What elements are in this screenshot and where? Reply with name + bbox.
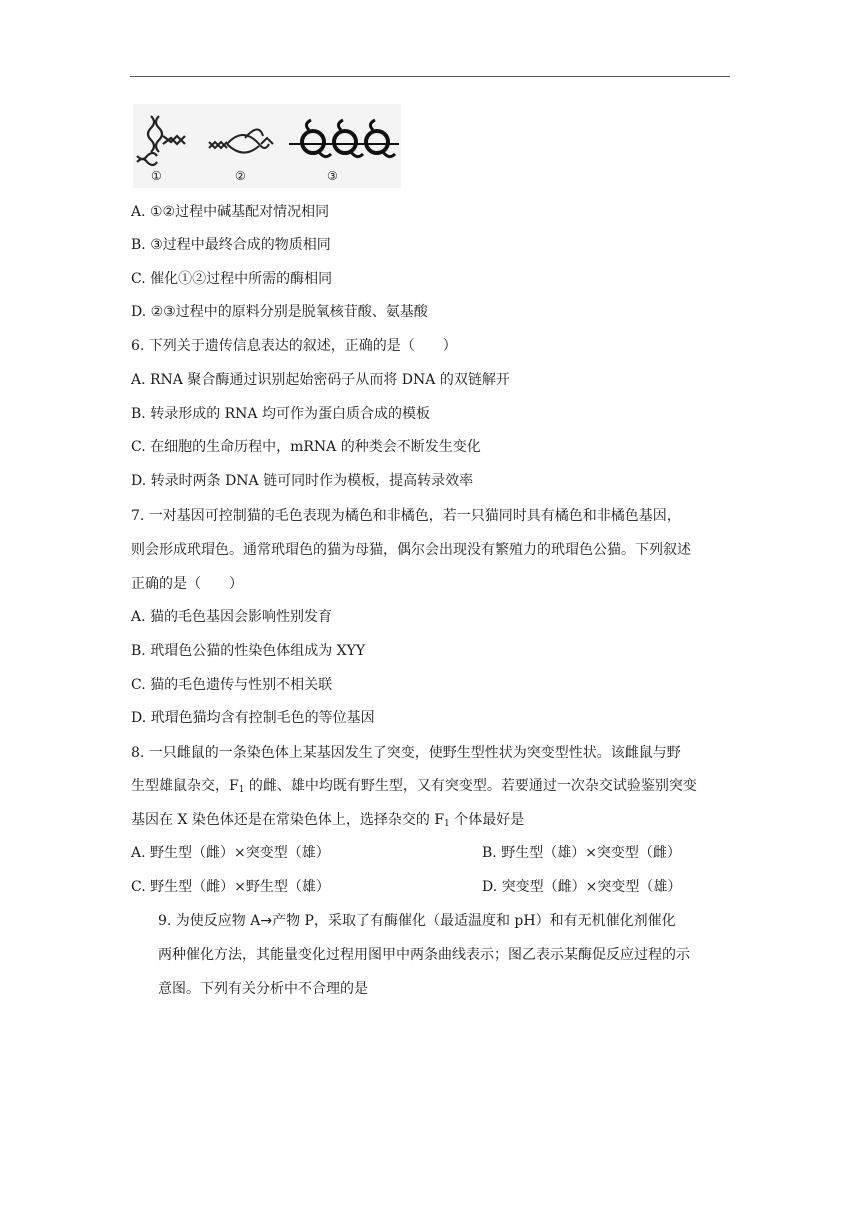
q9-stem-line-1: 9. 为使反应物 A→产物 P，采取了有酶催化（最适温度和 pH）和有无机催化剂催化 — [158, 913, 676, 929]
q8-stem-line-3: 基因在 X 染色体还是在常染色体上，选择杂交的 $F_1$ 个体最好是 — [131, 812, 525, 829]
figure-label-3: ③ — [327, 169, 338, 183]
q5-option-c: C. 催化①②过程中所需的酶相同 — [131, 271, 333, 287]
figure-label-1: ① — [151, 169, 162, 183]
q5-option-a: A. ①②过程中碱基配对情况相同 — [131, 204, 330, 220]
header-rule — [130, 76, 730, 77]
q5-option-b: B. ③过程中最终合成的物质相同 — [131, 237, 331, 253]
q6-option-b: B. 转录形成的 RNA 均可作为蛋白质合成的模板 — [131, 406, 430, 422]
q7-stem-line-2: 则会形成玳瑁色。通常玳瑁色的猫为母猫，偶尔会出现没有繁殖力的玳瑁色公猫。下列叙述 — [131, 542, 691, 558]
q6-option-c: C. 在细胞的生命历程中，mRNA 的种类会不断发生变化 — [131, 439, 481, 455]
q8-option-c: C. 野生型（雌）×野生型（雄） — [131, 879, 330, 895]
q9-stem-line-2: 两种催化方法，其能量变化过程用图甲中两条曲线表示；图乙表示某酶促反应过程的示 — [158, 947, 690, 963]
q5-option-d: D. ②③过程中的原料分别是脱氧核苷酸、氨基酸 — [131, 304, 428, 320]
q6-stem: 6. 下列关于遗传信息表达的叙述，正确的是（ ） — [131, 338, 457, 354]
q8-option-a: A. 野生型（雌）×突变型（雄） — [131, 845, 330, 861]
q8-option-d: D. 突变型（雌）×突变型（雄） — [482, 879, 682, 895]
q7-option-b: B. 玳瑁色公猫的性染色体组成为 XYY — [131, 643, 366, 659]
q6-option-d: D. 转录时两条 DNA 链可同时作为模板，提高转录效率 — [131, 473, 474, 489]
figure-label-2: ② — [235, 169, 246, 183]
q7-stem-line-1: 7. 一对基因可控制猫的毛色表现为橘色和非橘色，若一只猫同时具有橘色和非橘色基因， — [131, 508, 681, 524]
q8-stem-line-2: 生型雄鼠杂交，$F_1$ 的雌、雄中均既有野生型，又有突变型。若要通过一次杂交试验鉴别突变 — [131, 778, 697, 795]
q8-stem-line-1: 8. 一只雌鼠的一条染色体上某基因发生了突变，使野生型性状为突变型性状。该雌鼠与野 — [131, 745, 681, 761]
q7-option-d: D. 玳瑁色猫均含有控制毛色的等位基因 — [131, 710, 375, 726]
dna-process-figure — [133, 104, 401, 188]
q6-option-a: A. RNA 聚合酶通过识别起始密码子从而将 DNA 的双链解开 — [131, 372, 510, 388]
q9-stem-line-3: 意图。下列有关分析中不合理的是 — [158, 981, 368, 997]
q7-stem-line-3: 正确的是（ ） — [131, 576, 243, 592]
q7-option-c: C. 猫的毛色遗传与性别不相关联 — [131, 677, 333, 693]
q7-option-a: A. 猫的毛色基因会影响性别发育 — [131, 609, 333, 625]
q8-option-b: B. 野生型（雄）×突变型（雌） — [482, 845, 681, 861]
